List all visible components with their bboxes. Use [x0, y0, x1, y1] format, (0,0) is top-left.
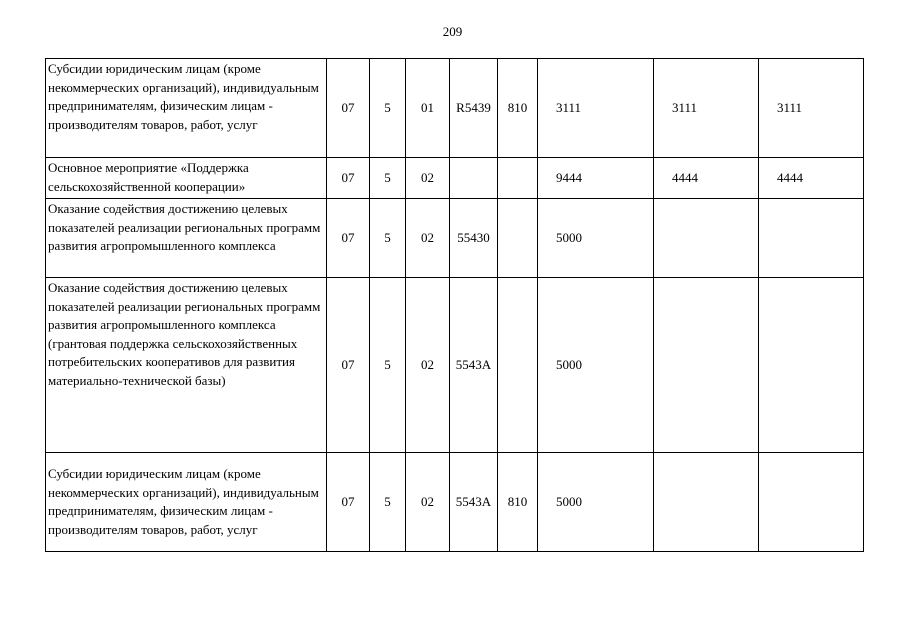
expense-type-cell [498, 278, 538, 453]
subprogram-code-cell: 5 [370, 453, 406, 552]
direction-code-cell: 55430 [450, 199, 498, 278]
subprogram-code-cell: 5 [370, 278, 406, 453]
expense-type-cell [498, 158, 538, 199]
amount-3-cell: 3111 [759, 59, 864, 158]
amount-2-cell [654, 278, 759, 453]
event-code-cell: 02 [406, 453, 450, 552]
amount-1-cell: 3111 [538, 59, 654, 158]
amount-1-cell: 5000 [538, 453, 654, 552]
amount-2-cell: 4444 [654, 158, 759, 199]
event-code-cell: 02 [406, 158, 450, 199]
amount-1-cell: 5000 [538, 199, 654, 278]
amount-3-cell: 4444 [759, 158, 864, 199]
amount-2-cell [654, 453, 759, 552]
subprogram-code-cell: 5 [370, 199, 406, 278]
row-name-cell: Субсидии юридическим лицам (кроме некоммерческих организаций), индивидуальным предпринимателям, физическим лицам - производителям товаров, работ, услуг [46, 59, 327, 158]
row-name-cell: Оказание содействия достижению целевых показателей реализации региональных программ развития агропромышленного комплекса [46, 199, 327, 278]
expense-type-cell: 810 [498, 453, 538, 552]
table-row [46, 59, 864, 158]
table-row [46, 199, 864, 278]
budget-table [45, 58, 864, 552]
direction-code-cell [450, 158, 498, 199]
subprogram-code-cell: 5 [370, 158, 406, 199]
direction-code-cell: R5439 [450, 59, 498, 158]
page-number: 209 [442, 24, 463, 39]
section-code-cell: 07 [327, 199, 370, 278]
amount-1-cell: 9444 [538, 158, 654, 199]
event-code-cell: 01 [406, 59, 450, 158]
direction-code-cell: 5543А [450, 453, 498, 552]
row-name-cell: Субсидии юридическим лицам (кроме некоммерческих организаций), индивидуальным предпринимателям, физическим лицам - производителям товаров, работ, услуг [46, 453, 327, 552]
section-code-cell: 07 [327, 158, 370, 199]
amount-2-cell: 3111 [654, 59, 759, 158]
table-row [46, 278, 864, 453]
amount-3-cell [759, 453, 864, 552]
expense-type-cell [498, 199, 538, 278]
subprogram-code-cell: 5 [370, 59, 406, 158]
amount-3-cell [759, 199, 864, 278]
amount-1-cell: 5000 [538, 278, 654, 453]
section-code-cell: 07 [327, 278, 370, 453]
amount-2-cell [654, 199, 759, 278]
table-row [46, 158, 864, 199]
event-code-cell: 02 [406, 199, 450, 278]
section-code-cell: 07 [327, 453, 370, 552]
direction-code-cell: 5543А [450, 278, 498, 453]
row-name-cell: Оказание содействия достижению целевых показателей реализации региональных программ развития агропромышленного комплекса (грантовая поддержка сельскохозяйственных потребительских кооперативов для развития материально-технической базы) [46, 278, 327, 453]
section-code-cell: 07 [327, 59, 370, 158]
expense-type-cell: 810 [498, 59, 538, 158]
event-code-cell: 02 [406, 278, 450, 453]
amount-3-cell [759, 278, 864, 453]
table-row [46, 453, 864, 552]
row-name-cell: Основное мероприятие «Поддержка сельскохозяйственной кооперации» [46, 158, 327, 199]
